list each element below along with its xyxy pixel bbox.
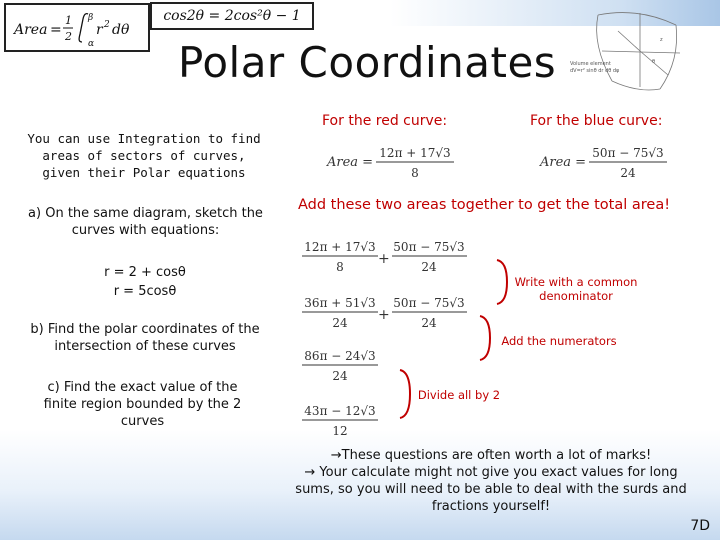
page-number: 7D bbox=[690, 518, 710, 534]
bracket-2 bbox=[478, 314, 492, 362]
svg-text:86π − 24√3: 86π − 24√3 bbox=[304, 349, 376, 363]
upper-limit: β bbox=[88, 12, 94, 23]
svg-text:12π + 17√3: 12π + 17√3 bbox=[379, 146, 451, 160]
identity-text: cos2θ = 2cos²θ − 1 bbox=[163, 8, 301, 24]
svg-text:2: 2 bbox=[104, 19, 110, 30]
step-3-result bbox=[298, 343, 388, 385]
part-a-text: a) On the same diagram, sketch the curves with equations: bbox=[28, 206, 263, 238]
bracket-1 bbox=[495, 258, 509, 306]
step-2-sum bbox=[298, 290, 478, 332]
note-common-denominator: Write with a common denominator bbox=[514, 275, 638, 303]
svg-text:12: 12 bbox=[332, 424, 348, 438]
note-divide-by-2: Divide all by 2 bbox=[417, 388, 501, 402]
svg-text:36π + 51√3: 36π + 51√3 bbox=[304, 296, 376, 310]
svg-text:2: 2 bbox=[65, 29, 72, 43]
svg-text:Area =: Area = bbox=[540, 155, 587, 170]
svg-text:24: 24 bbox=[421, 260, 437, 274]
part-b-text: b) Find the polar coordinates of the intersection of these curves bbox=[30, 322, 260, 354]
svg-text:24: 24 bbox=[421, 316, 437, 330]
svg-text:1: 1 bbox=[65, 13, 72, 27]
intro-text: You can use Integration to find areas of sectors of curves, given their Polar equations bbox=[27, 131, 261, 180]
svg-text:43π − 12√3: 43π − 12√3 bbox=[304, 404, 376, 418]
bottom-line-1: →These questions are often worth a lot of marks! bbox=[330, 448, 652, 463]
svg-text:12π + 17√3: 12π + 17√3 bbox=[304, 240, 376, 254]
svg-text:Area =: Area = bbox=[327, 155, 374, 170]
part-c-text: c) Find the exact value of the finite region bounded by the 2 curves bbox=[43, 380, 242, 429]
red-area-formula bbox=[325, 140, 465, 182]
step-1-sum bbox=[298, 234, 478, 276]
svg-text:50π − 75√3: 50π − 75√3 bbox=[592, 146, 664, 160]
svg-text:50π − 75√3: 50π − 75√3 bbox=[393, 240, 465, 254]
svg-text:z: z bbox=[660, 37, 663, 43]
polar-diagram-icon bbox=[568, 5, 686, 95]
equation-2: r = 5cosθ bbox=[113, 284, 177, 299]
svg-text:θ: θ bbox=[652, 59, 656, 65]
svg-text:24: 24 bbox=[332, 316, 348, 330]
svg-text:50π − 75√3: 50π − 75√3 bbox=[393, 296, 465, 310]
svg-text:dV=r² sinθ dr dθ dφ: dV=r² sinθ dr dθ dφ bbox=[570, 68, 620, 74]
area-formula-graphic bbox=[8, 7, 146, 49]
equation-1: r = 2 + cosθ bbox=[104, 265, 186, 280]
step-4-result bbox=[298, 398, 388, 440]
bracket-3 bbox=[398, 368, 412, 420]
note-add-numerators: Add the numerators bbox=[501, 334, 617, 348]
bottom-line-2: → Your calculate might not give you exact values for long sums, so you will need to be able to deal with the surds and fractions yourself! bbox=[295, 465, 687, 514]
svg-text:+: + bbox=[378, 251, 390, 267]
blue-curve-label: For the blue curve: bbox=[530, 113, 663, 129]
svg-text:dθ: dθ bbox=[112, 21, 130, 38]
blue-area-formula bbox=[538, 140, 688, 182]
svg-text:8: 8 bbox=[336, 260, 344, 274]
svg-text:Area: Area bbox=[14, 21, 48, 38]
svg-text:=: = bbox=[50, 21, 62, 38]
svg-text:24: 24 bbox=[620, 166, 636, 180]
area-formula-box bbox=[4, 3, 150, 52]
page-title: Polar Coordinates bbox=[178, 38, 557, 87]
svg-text:8: 8 bbox=[411, 166, 419, 180]
lower-limit: α bbox=[88, 38, 95, 49]
svg-text:Volume element: Volume element bbox=[570, 61, 611, 67]
svg-text:24: 24 bbox=[332, 369, 348, 383]
add-areas-text: Add these two areas together to get the total area! bbox=[298, 197, 671, 213]
svg-text:r: r bbox=[96, 21, 103, 38]
identity-box bbox=[150, 2, 314, 30]
red-curve-label: For the red curve: bbox=[322, 113, 448, 129]
bottom-notes bbox=[292, 447, 690, 515]
svg-text:+: + bbox=[378, 307, 390, 323]
